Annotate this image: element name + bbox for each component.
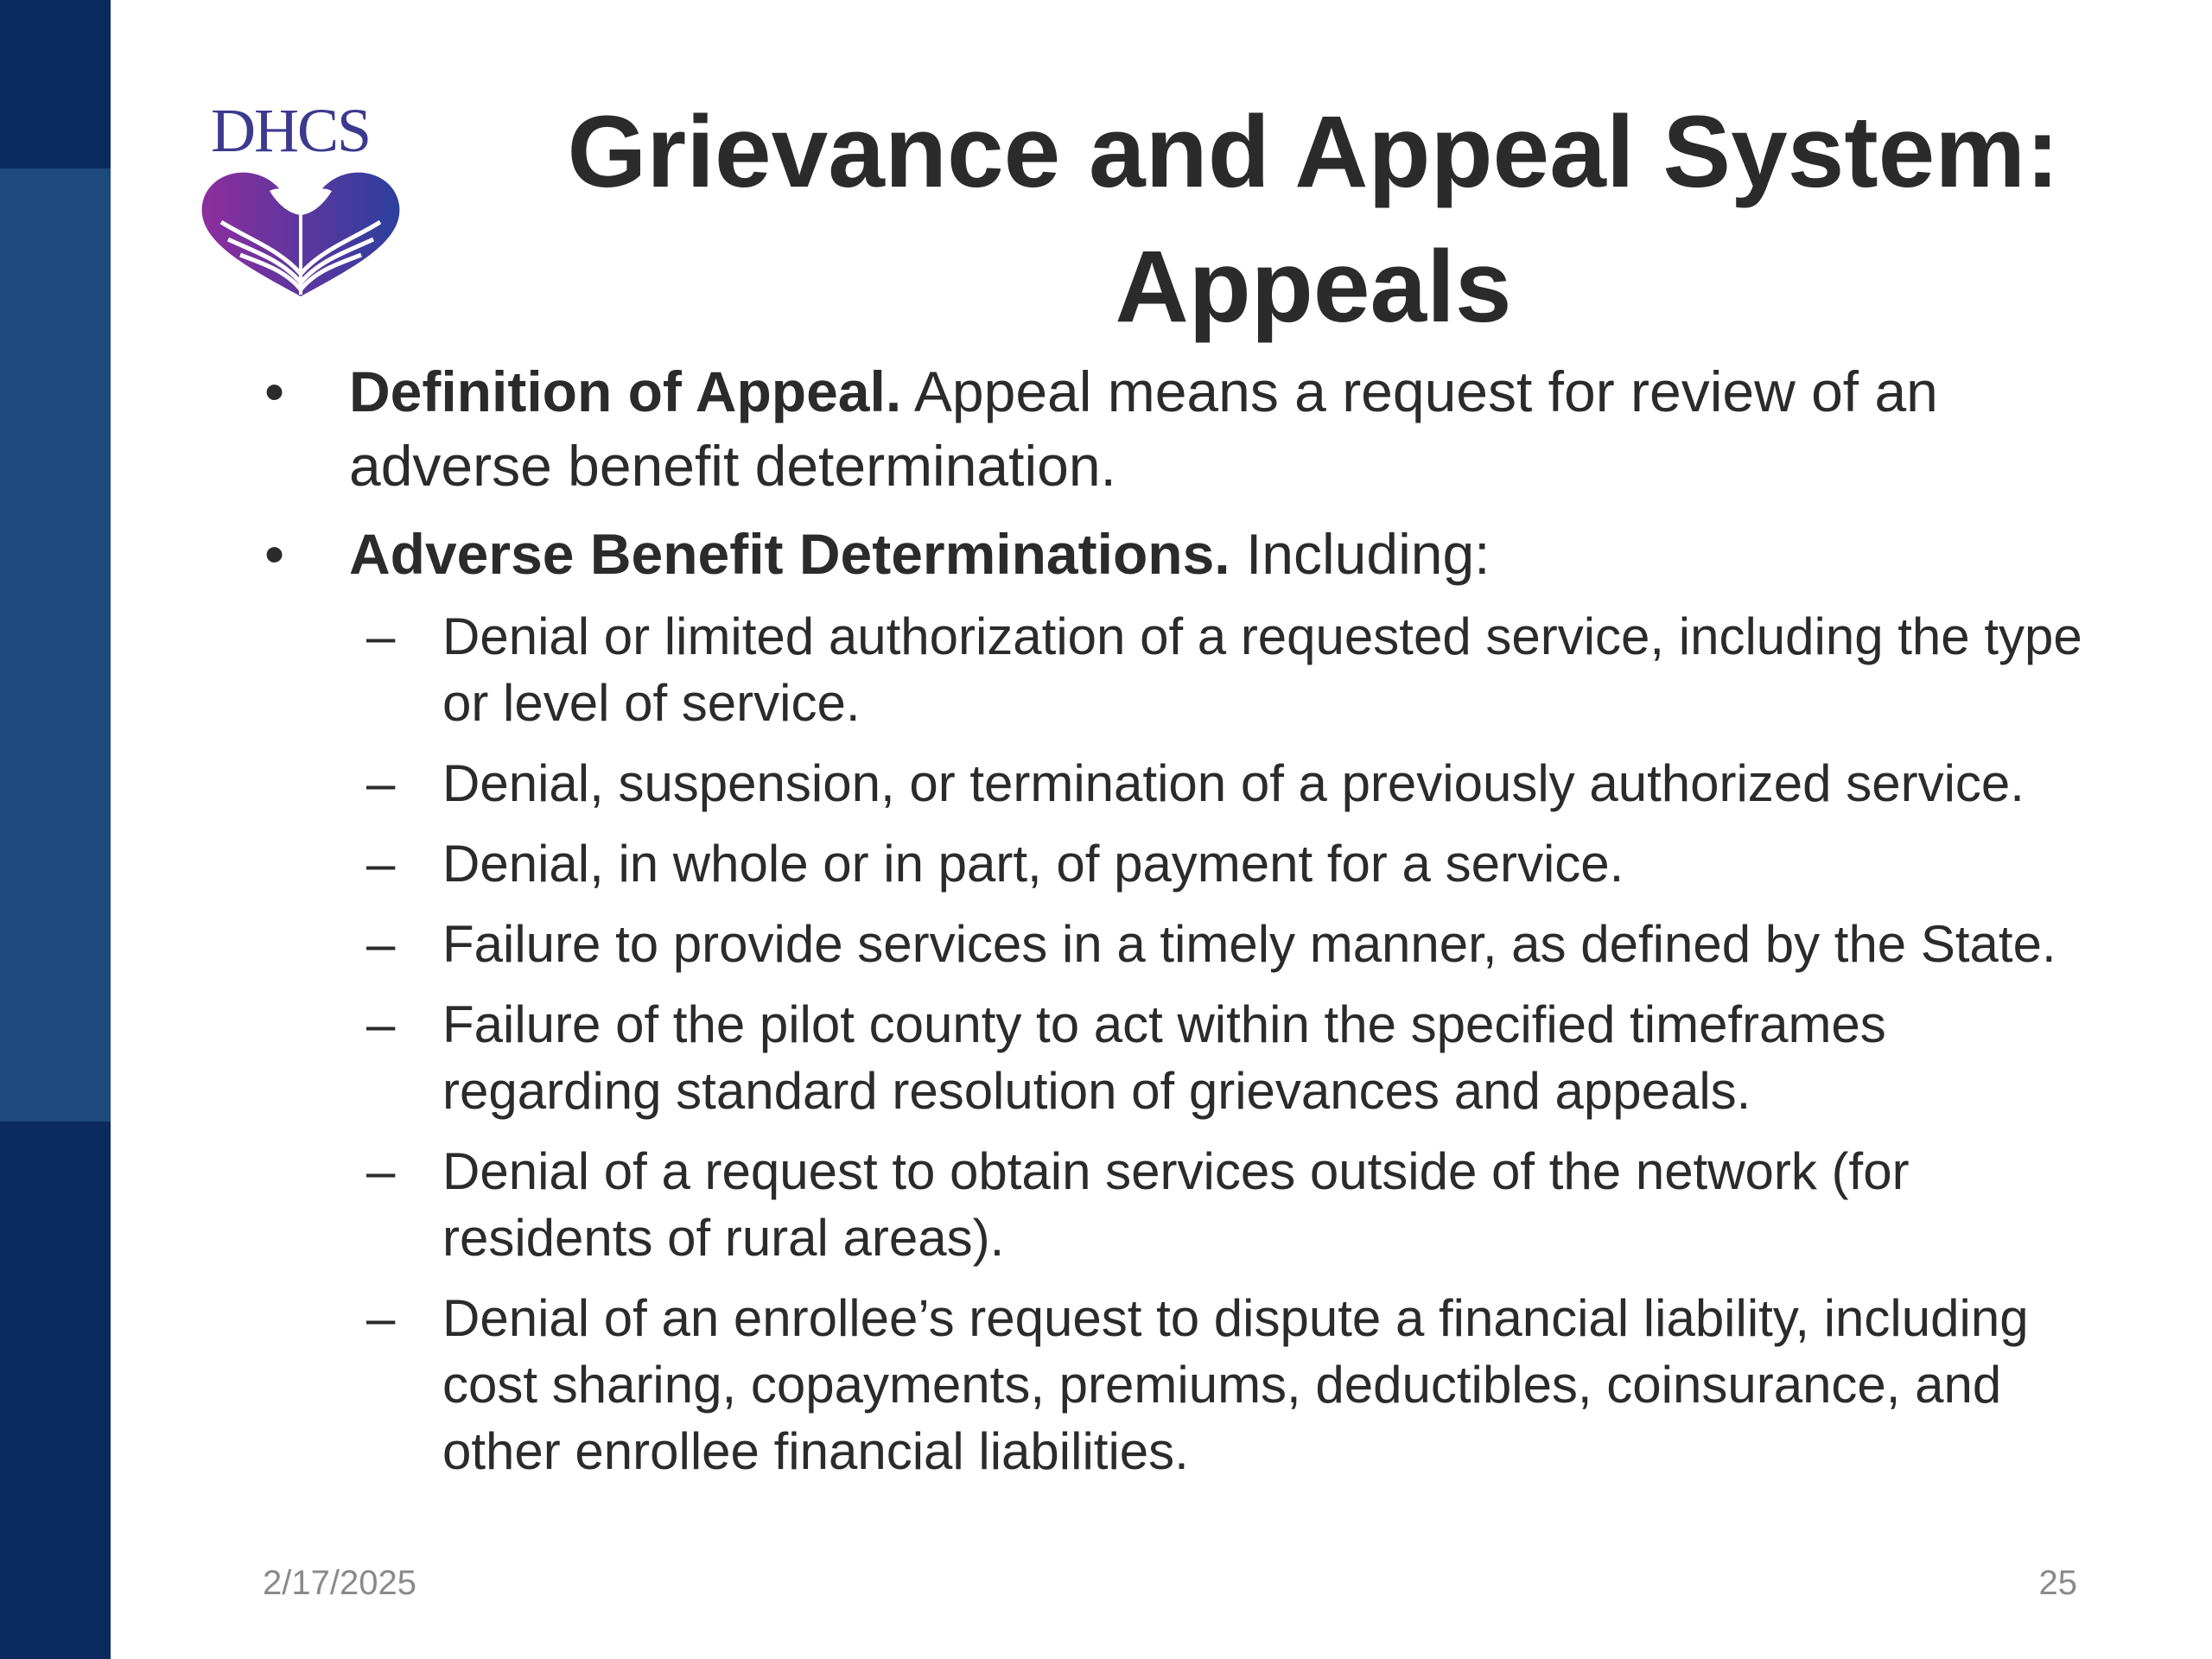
sub-item-text: Failure of the pilot county to act within the specified timeframes regarding standard resolution of grievances and appeals. <box>442 995 1886 1120</box>
dash-marker: – <box>366 1142 396 1200</box>
footer-page-number: 25 <box>2038 1564 2077 1602</box>
dash-marker: – <box>366 835 396 893</box>
bullet-marker: • <box>264 522 285 586</box>
sub-item-text: Denial or limited authorization of a requested service, including the type or level of service. <box>442 607 2082 732</box>
dash-marker: – <box>366 607 396 665</box>
dash-marker: – <box>366 754 396 812</box>
sub-item-text: Denial, in whole or in part, of payment for a service. <box>442 835 1624 893</box>
dash-marker: – <box>366 915 396 973</box>
logo-text: DHCS <box>211 96 371 165</box>
dhcs-logo <box>197 96 413 307</box>
sub-item <box>256 1138 2113 1271</box>
slide-title <box>467 85 2160 354</box>
sub-item <box>256 603 2113 736</box>
sub-item <box>256 911 2113 977</box>
slide-title-line-1: Grievance and Appeal System: <box>567 95 2060 209</box>
dash-marker: – <box>366 1289 396 1347</box>
footer-date: 2/17/2025 <box>263 1564 416 1602</box>
sub-item <box>256 750 2113 817</box>
sidebar-band-accent <box>0 168 111 1122</box>
sub-item-text: Denial of an enrollee’s request to dispute a financial liability, including cost sharing, copayments, premiums, deductibles, coinsurance, and other enrollee financial liabilities. <box>442 1289 2029 1480</box>
bullet-definition-of-appeal <box>256 354 2113 503</box>
bullet-text: Appeal means a request for review of an adverse benefit determination. <box>349 359 1938 498</box>
bullet-marker: • <box>264 359 285 423</box>
slide-title-line-2: Appeals <box>1115 230 1512 344</box>
bullet-lead: Definition of Appeal. <box>349 359 902 423</box>
sub-item-text: Failure to provide services in a timely manner, as defined by the State. <box>442 915 2056 973</box>
slide-body <box>256 354 2113 1498</box>
sub-item-text: Denial, suspension, or termination of a previously authorized service. <box>442 754 2024 812</box>
sub-item <box>256 1285 2113 1484</box>
sub-item <box>256 991 2113 1124</box>
bullet-lead: Adverse Benefit Determinations. <box>349 522 1230 586</box>
dash-marker: – <box>366 995 396 1053</box>
sub-item-text: Denial of a request to obtain services outside of the network (for residents of rural areas). <box>442 1142 1910 1267</box>
bullet-adverse-benefit-determinations <box>256 517 2113 591</box>
sub-item <box>256 830 2113 897</box>
bullet-text: Including: <box>1230 522 1491 586</box>
heart-hands-icon <box>197 160 404 298</box>
